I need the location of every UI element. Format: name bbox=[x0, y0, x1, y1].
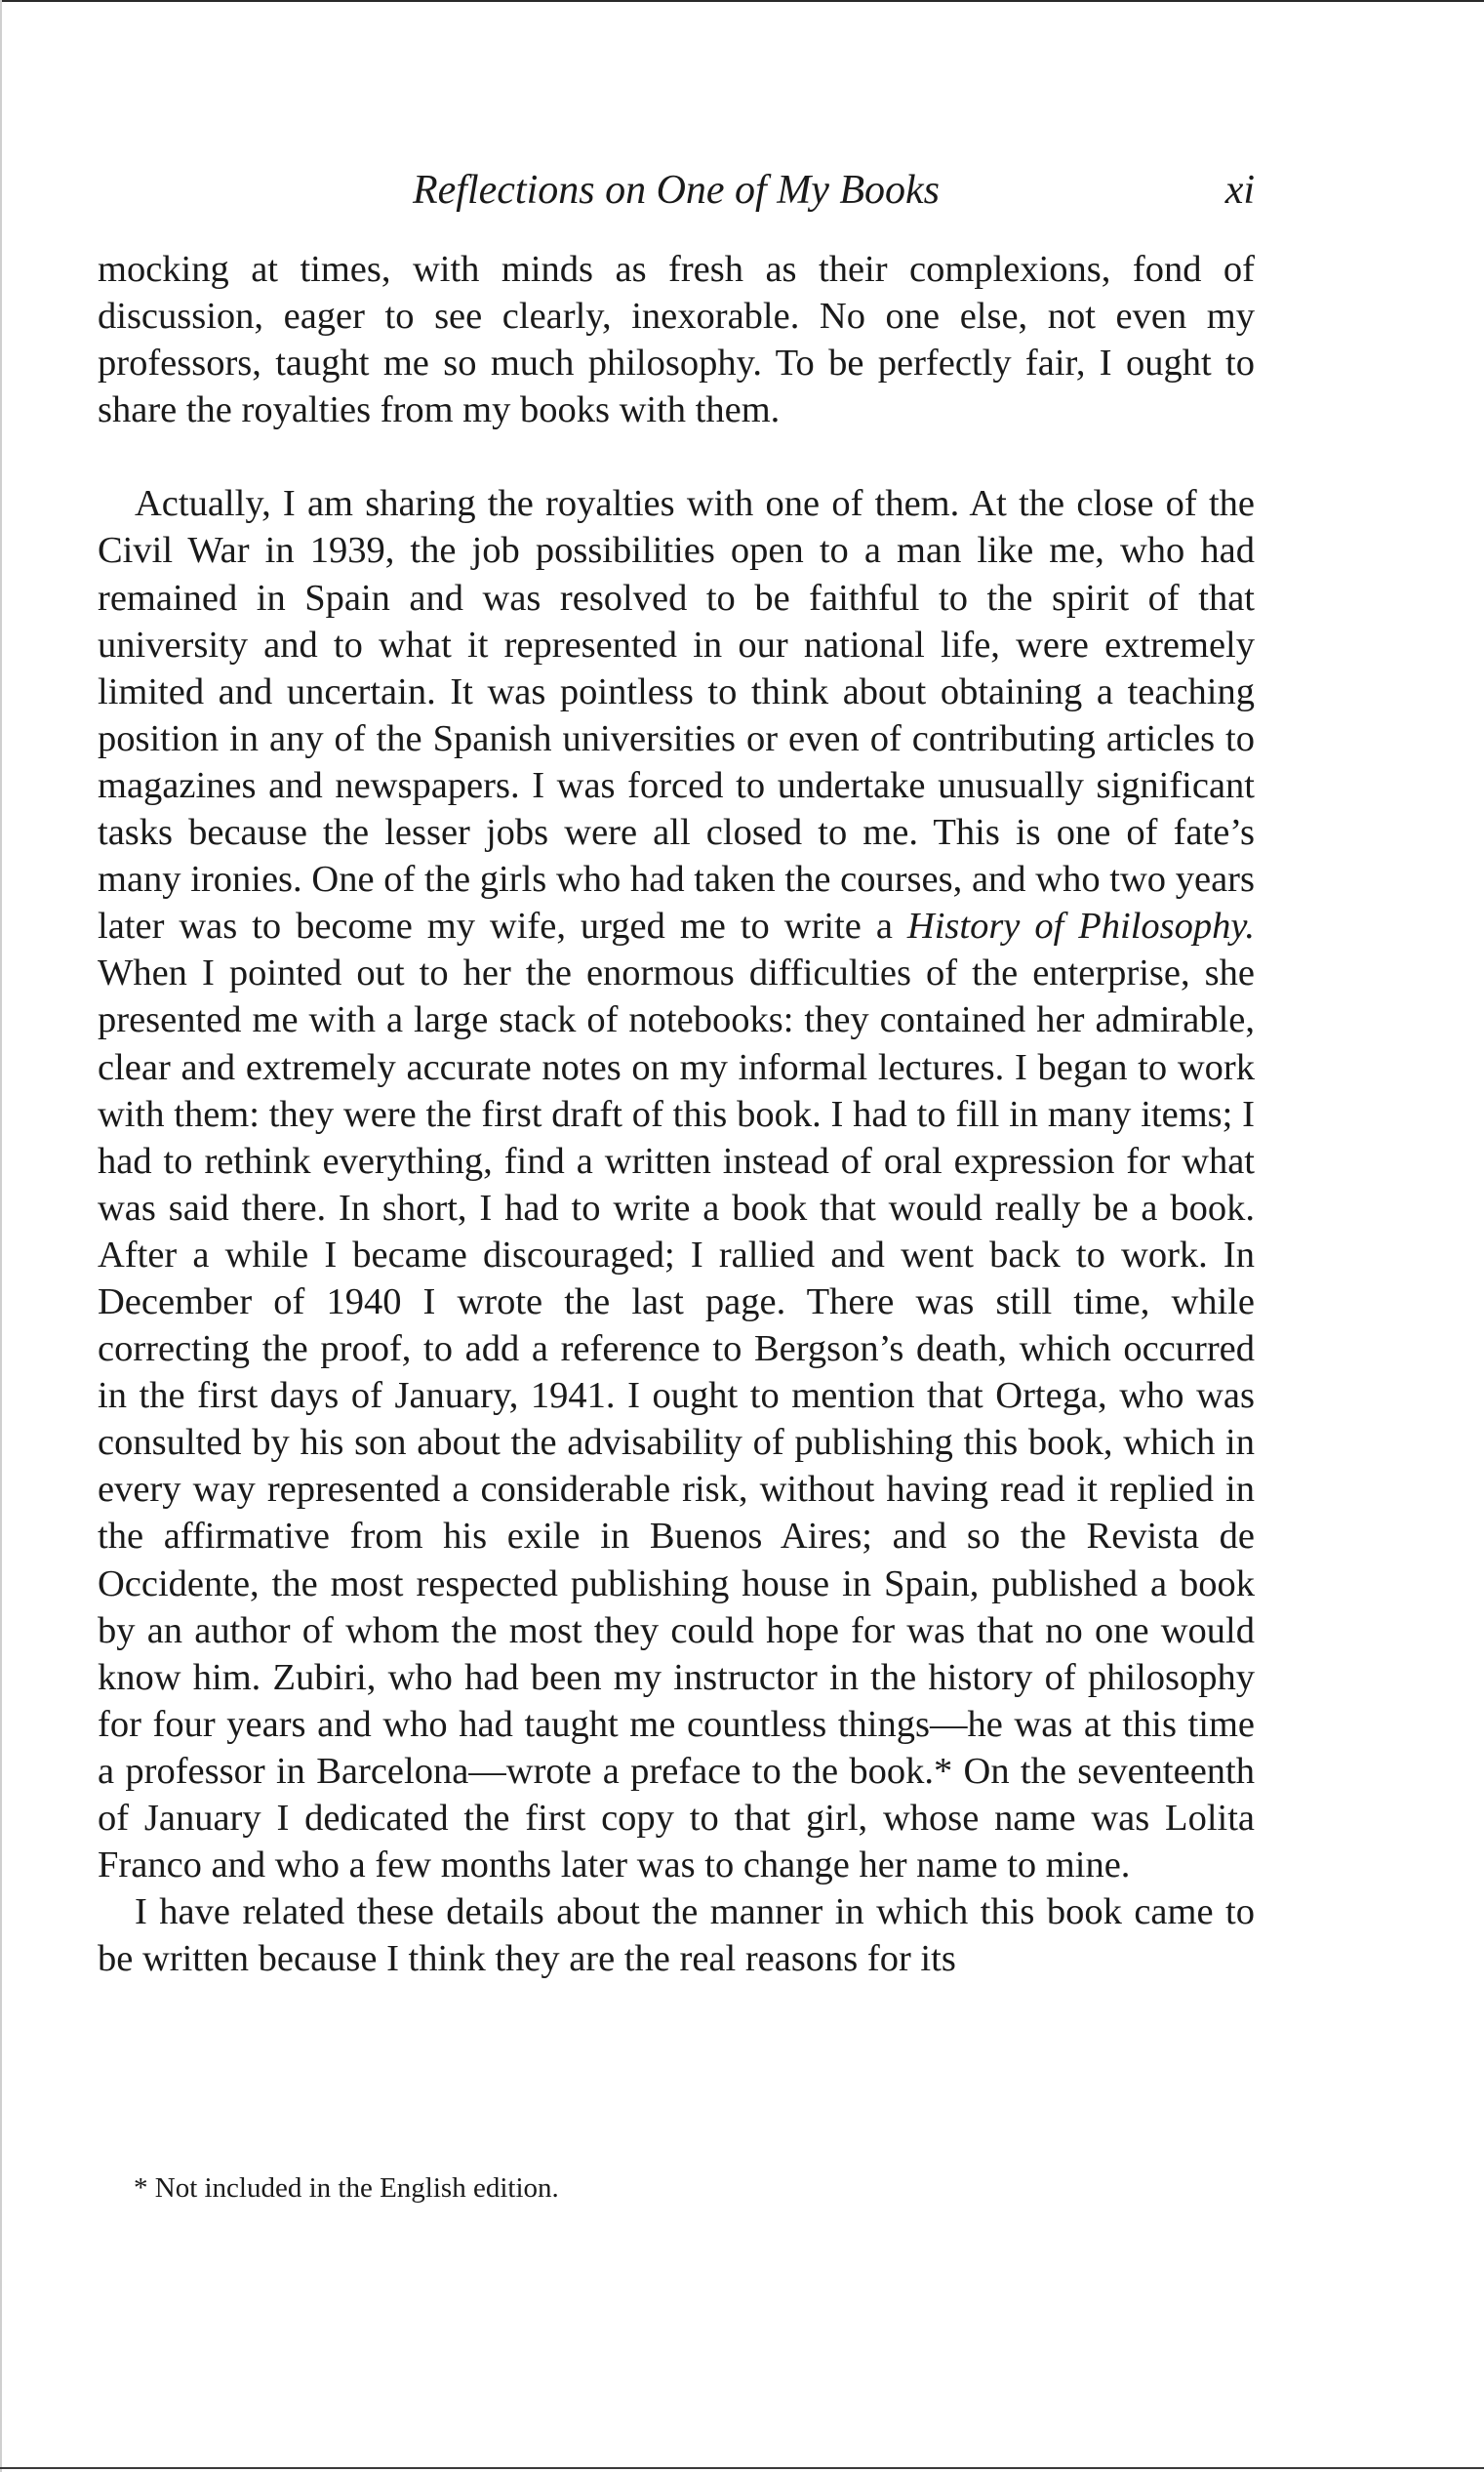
footnote: * Not included in the English edition. bbox=[134, 2172, 559, 2204]
body-text bbox=[98, 246, 1255, 1982]
page-edge-bottom bbox=[0, 2467, 1484, 2469]
paragraph-2-part-2: When I pointed out to her the enormous difficulties of the enterprise, she presented me with a large stack of notebooks: they contained her admirable, clear and extremely accurate notes on my informal lectures. I began to work with them: they were the first draft of this book. I had to fill in many items; I had to rethink everything, find a written instead of oral expression for what was said there. In short, I had to write a book that would really be a book. After a while I became discouraged; I rallied and went back to work. In December of 1940 I wrote the last page. There was still time, while correcting the proof, to add a reference to Bergson’s death, which occurred in the first days of January, 1941. I ought to mention that Ortega, who was consulted by his son about the advisability of publishing this book, which in every way represented a considerable risk, without having read it replied in the affirmative from his exile in Buenos Aires; and so the Revista de Occidente, the most respected publishing house in Spain, published a book by an author of whom the most they could hope for was that no one would know him. Zubiri, who had been my instructor in the history of philosophy for four years and who had taught me countless things—he was at this time a professor in Barcelona—wrote a preface to the book.* On the seventeenth of January I dedicated the first copy to that girl, whose name was Lolita Franco and who a few months later was to change her name to mine. bbox=[98, 952, 1255, 1886]
running-head-title: Reflections on One of My Books bbox=[412, 168, 940, 213]
running-head bbox=[98, 161, 1255, 220]
paragraph-3: I have related these details about the manner in which this book came to be written because I think they are the real reasons for its bbox=[98, 1891, 1255, 1980]
page-number: xi bbox=[1224, 168, 1255, 213]
page-edge-left bbox=[0, 0, 2, 2472]
paragraph-2-part-1: Actually, I am sharing the royalties with one of them. At the close of the Civil War in 1939, the job possibilities open to a man like me, who had remained in Spain and was resolved to be faithful to the spirit of that university and to what it represented in our national life, were extremely limited and uncertain. It was pointless to think about obtaining a teaching position in any of the Spanish universities or even of contributing articles to magazines and newspapers. I was forced to undertake unusually significant tasks because the lesser jobs were all closed to me. This is one of fate’s many ironies. One of the girls who had taken the courses, and who two years later was to become my wife, urged me to write a bbox=[98, 483, 1255, 948]
page-edge-top bbox=[0, 0, 1484, 2]
paragraph-1: mocking at times, with minds as fresh as their complexions, fond of discussion, eager to see clearly, inexorable. No one else, not even my professors, taught me so much philosophy. To be perfectly fair, I ought to share the royalties from my books with them. bbox=[98, 249, 1255, 431]
book-title-italic: History of Philosophy. bbox=[906, 906, 1255, 948]
paragraph-2 bbox=[98, 480, 1255, 1888]
